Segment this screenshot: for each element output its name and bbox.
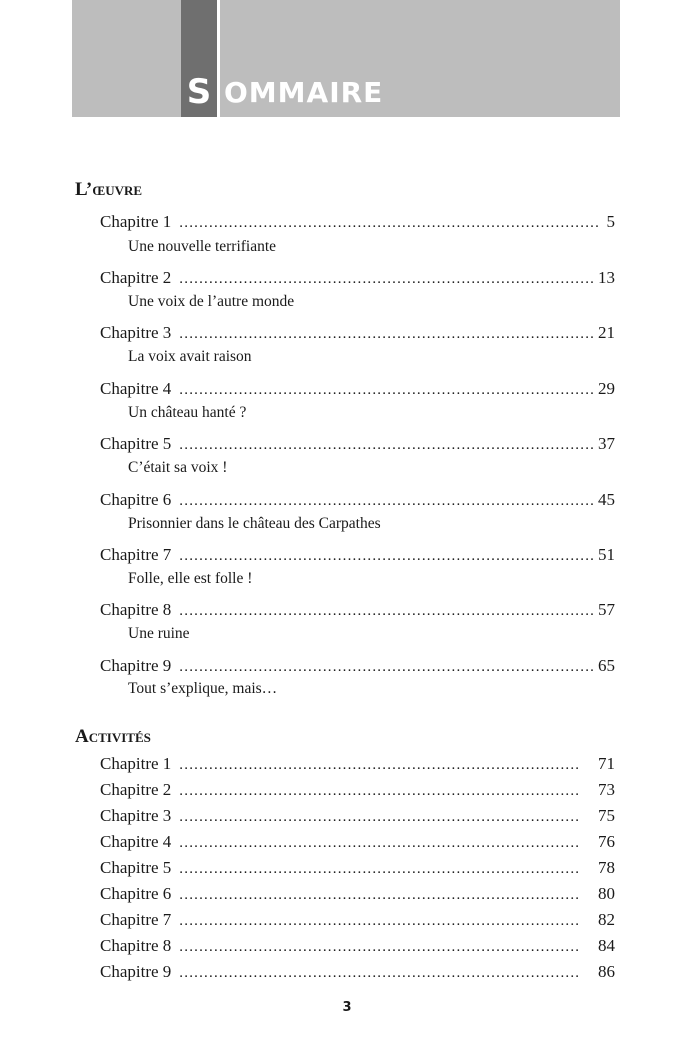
page-number: 3 bbox=[342, 1000, 352, 1015]
toc-entry-page: 5 bbox=[606, 212, 615, 231]
toc-entry-page: 57 bbox=[598, 600, 615, 619]
toc-entry-page: 84 bbox=[598, 936, 615, 955]
header-divider bbox=[217, 0, 220, 117]
dot-leader bbox=[179, 212, 599, 234]
dot-leader bbox=[179, 806, 581, 828]
toc-entry-oeuvre-4[interactable] bbox=[100, 378, 615, 400]
dot-leader bbox=[179, 858, 581, 880]
dot-leader bbox=[179, 780, 581, 802]
dot-leader bbox=[179, 268, 594, 290]
dot-leader bbox=[179, 884, 581, 906]
toc-entry-page: 75 bbox=[598, 806, 615, 825]
toc-entry-page: 37 bbox=[598, 434, 615, 453]
toc-entry-page: 82 bbox=[598, 910, 615, 929]
toc-entry-subtitle: Prisonnier dans le château des Carpathes bbox=[128, 515, 381, 532]
toc-entry-activites-7[interactable] bbox=[100, 909, 615, 931]
toc-entry-page: 86 bbox=[598, 962, 615, 981]
dot-leader bbox=[179, 656, 594, 678]
toc-entry-label: Chapitre 2 bbox=[100, 268, 172, 287]
toc-entry-subtitle: Folle, elle est folle ! bbox=[128, 570, 253, 587]
toc-entry-page: 51 bbox=[598, 545, 615, 564]
dot-leader bbox=[179, 600, 594, 622]
toc-entry-oeuvre-8[interactable] bbox=[100, 599, 615, 621]
dot-leader bbox=[179, 323, 594, 345]
toc-entry-oeuvre-3[interactable] bbox=[100, 322, 615, 344]
toc-entry-label: Chapitre 9 bbox=[100, 656, 172, 675]
toc-entry-oeuvre-6[interactable] bbox=[100, 489, 615, 511]
toc-entry-oeuvre-1[interactable] bbox=[100, 211, 615, 233]
dot-leader bbox=[179, 910, 581, 932]
toc-entry-label: Chapitre 1 bbox=[100, 212, 172, 231]
toc-entry-label: Chapitre 7 bbox=[100, 910, 172, 929]
toc-entry-label: Chapitre 3 bbox=[100, 806, 172, 825]
section-title-oeuvre bbox=[75, 179, 142, 201]
toc-entry-oeuvre-9[interactable] bbox=[100, 655, 615, 677]
toc-entry-subtitle: La voix avait raison bbox=[128, 348, 252, 365]
toc-entry-page: 65 bbox=[598, 656, 615, 675]
toc-entry-oeuvre-5[interactable] bbox=[100, 433, 615, 455]
toc-entry-activites-4[interactable] bbox=[100, 831, 615, 853]
dot-leader bbox=[179, 434, 594, 456]
toc-entry-label: Chapitre 6 bbox=[100, 884, 172, 903]
toc-entry-page: 73 bbox=[598, 780, 615, 799]
toc-entry-label: Chapitre 3 bbox=[100, 323, 172, 342]
dot-leader bbox=[179, 754, 581, 776]
toc-entry-subtitle: Une nouvelle terrifiante bbox=[128, 238, 277, 255]
toc-entry-subtitle: Une voix de l’autre monde bbox=[128, 293, 295, 310]
dot-leader bbox=[179, 545, 594, 567]
toc-entry-label: Chapitre 6 bbox=[100, 490, 172, 509]
toc-entry-label: Chapitre 8 bbox=[100, 936, 172, 955]
toc-entry-page: 45 bbox=[598, 490, 615, 509]
toc-entry-page: 29 bbox=[598, 379, 615, 398]
toc-entry-label: Chapitre 7 bbox=[100, 545, 172, 564]
toc-entry-label: Chapitre 5 bbox=[100, 858, 172, 877]
toc-entry-page: 80 bbox=[598, 884, 615, 903]
page-title: OMMAIRE bbox=[224, 76, 384, 109]
toc-entry-activites-1[interactable] bbox=[100, 753, 615, 775]
dot-leader bbox=[179, 832, 581, 854]
toc-entry-label: Chapitre 8 bbox=[100, 600, 172, 619]
toc-entry-label: Chapitre 5 bbox=[100, 434, 172, 453]
toc-entry-label: Chapitre 1 bbox=[100, 754, 172, 773]
toc-entry-page: 21 bbox=[598, 323, 615, 342]
toc-entry-subtitle: Une ruine bbox=[128, 625, 190, 642]
section-title-activites-text: Activités bbox=[75, 726, 151, 747]
section-title-oeuvre-text: L’œuvre bbox=[75, 179, 143, 200]
dot-leader bbox=[179, 936, 581, 958]
dot-leader bbox=[179, 490, 594, 512]
toc-entry-activites-5[interactable] bbox=[100, 857, 615, 879]
toc-entry-page: 76 bbox=[598, 832, 615, 851]
toc-entry-label: Chapitre 4 bbox=[100, 379, 172, 398]
toc-entry-page: 13 bbox=[598, 268, 615, 287]
toc-entry-activites-6[interactable] bbox=[100, 883, 615, 905]
toc-entry-label: Chapitre 9 bbox=[100, 962, 172, 981]
header-initial: S bbox=[186, 72, 212, 112]
toc-entry-oeuvre-7[interactable] bbox=[100, 544, 615, 566]
dot-leader bbox=[179, 962, 581, 984]
toc-entry-page: 78 bbox=[598, 858, 615, 877]
dot-leader bbox=[179, 379, 594, 401]
toc-entry-subtitle: Tout s’explique, mais… bbox=[128, 680, 278, 697]
toc-entry-subtitle: Un château hanté ? bbox=[128, 404, 247, 421]
toc-entry-page: 71 bbox=[598, 754, 615, 773]
toc-entry-label: Chapitre 4 bbox=[100, 832, 172, 851]
toc-entry-activites-2[interactable] bbox=[100, 779, 615, 801]
toc-entry-oeuvre-2[interactable] bbox=[100, 267, 615, 289]
toc-entry-label: Chapitre 2 bbox=[100, 780, 172, 799]
section-title-activites bbox=[75, 726, 151, 748]
toc-entry-activites-9[interactable] bbox=[100, 961, 615, 983]
toc-entry-subtitle: C’était sa voix ! bbox=[128, 459, 228, 476]
toc-entry-activites-3[interactable] bbox=[100, 805, 615, 827]
toc-entry-activites-8[interactable] bbox=[100, 935, 615, 957]
